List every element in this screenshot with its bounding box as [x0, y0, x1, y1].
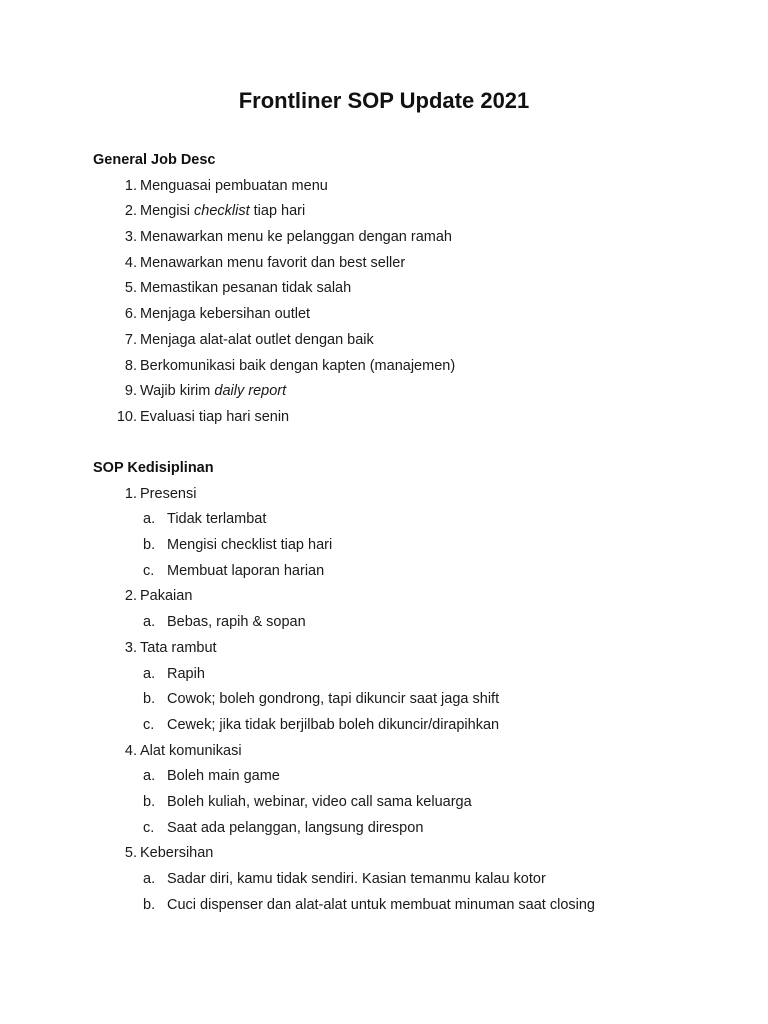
sub-list-item-letter: a.	[143, 511, 156, 528]
sub-list-item	[93, 818, 733, 844]
section-heading: SOP Kedisiplinan	[93, 460, 214, 476]
list-item-number: 2.	[124, 588, 137, 605]
sub-list-item	[93, 509, 733, 535]
text-segment: Evaluasi tiap hari senin	[140, 408, 290, 425]
text-segment: Presensi	[140, 485, 197, 502]
sub-list-item-text: Rapih	[167, 665, 205, 682]
list-item-text	[140, 586, 192, 606]
list-item	[93, 253, 733, 279]
sub-list-item-text: Mengisi checklist tiap hari	[167, 537, 333, 554]
list-item-text	[140, 484, 196, 504]
sub-list-item-letter: b.	[143, 896, 156, 913]
list-item-text	[140, 227, 452, 247]
text-segment: Kebersihan	[140, 845, 214, 862]
list-item	[93, 278, 733, 304]
sub-list-item-letter: a.	[143, 871, 156, 887]
list-item	[93, 843, 733, 869]
list-item	[93, 484, 733, 510]
sub-list-item-letter: a.	[143, 665, 156, 682]
sub-list-item-letter: c.	[143, 562, 155, 579]
list-item	[93, 356, 733, 382]
list-item	[93, 638, 733, 664]
text-segment: Berkomunikasi baik dengan kapten (manajemen)	[140, 357, 456, 374]
list-item-number: 6.	[124, 306, 137, 323]
sub-list-item-text: Bebas, rapih & sopan	[167, 614, 306, 631]
sub-list-item-letter: b.	[143, 537, 156, 554]
list-item-text	[140, 638, 217, 658]
sub-list-item-text: Sadar diri, kamu tidak sendiri. Kasian temanmu kalau kotor	[167, 871, 546, 887]
sub-list-item-letter: b.	[143, 793, 156, 810]
sub-list-item-text: Membuat laporan harian	[167, 562, 325, 579]
section-general-job-desc	[93, 150, 733, 433]
list-item-text	[140, 176, 328, 196]
list-item-text	[140, 278, 351, 298]
sub-list-item-letter: a.	[143, 768, 156, 785]
sub-list-item-text: Saat ada pelanggan, langsung direspon	[167, 819, 424, 836]
text-segment: Pakaian	[140, 588, 193, 605]
sub-list-item-letter: c.	[143, 819, 155, 836]
list-item	[93, 330, 733, 356]
list-item-number: 3.	[124, 639, 137, 656]
sub-list-item	[93, 689, 733, 715]
italic-term: daily report	[214, 383, 287, 400]
list-item-text	[140, 201, 305, 221]
list-item-number: 7.	[124, 331, 137, 348]
list-item-number: 3.	[124, 229, 137, 246]
list-item-number: 2.	[124, 203, 137, 220]
text-segment: Wajib kirim	[140, 383, 215, 400]
numbered-list	[93, 176, 733, 433]
list-item	[93, 741, 733, 767]
sub-list-item	[93, 561, 733, 587]
list-item-number: 4.	[124, 254, 137, 271]
list-item-number: 5.	[124, 845, 137, 862]
sub-list-item-letter: b.	[143, 691, 156, 708]
text-segment: Menawarkan menu favorit dan best seller	[140, 254, 406, 271]
list-item-text	[140, 253, 405, 273]
text-segment: tiap hari	[249, 203, 306, 220]
list-item	[93, 407, 733, 433]
list-item-text	[140, 304, 310, 324]
text-segment: Menjaga alat-alat outlet dengan baik	[140, 331, 374, 348]
list-item	[93, 176, 733, 202]
list-item-text	[140, 843, 213, 863]
list-item	[93, 201, 733, 227]
list-item-number: 1.	[124, 177, 137, 194]
document-title: Frontliner SOP Update 2021	[238, 88, 530, 113]
list-item-text	[140, 330, 374, 350]
sub-list-item-text: Tidak terlambat	[167, 511, 267, 528]
sub-list-item-letter: a.	[143, 614, 156, 631]
sub-list-item-text: Cuci dispenser dan alat-alat untuk membuat minuman saat closing	[167, 896, 595, 913]
sub-list-item-text: Boleh main game	[167, 768, 280, 785]
list-item-text	[140, 741, 242, 761]
list-item-number: 5.	[124, 280, 137, 297]
sub-list-item	[93, 715, 733, 741]
numbered-list	[93, 484, 733, 921]
sub-list-item-text: Cewek; jika tidak berjilbab boleh dikuncir/dirapihkan	[167, 716, 500, 733]
sub-list-item	[93, 895, 733, 921]
sub-list-item	[93, 766, 733, 792]
list-item	[93, 381, 733, 407]
list-item-number: 8.	[124, 357, 137, 374]
italic-term: checklist	[194, 203, 250, 220]
text-segment: Menguasai pembuatan menu	[140, 177, 328, 194]
text-segment: Mengisi	[140, 203, 194, 220]
text-segment: Memastikan pesanan tidak salah	[140, 280, 352, 297]
sub-list-item	[93, 535, 733, 561]
list-item-number: 9.	[124, 383, 137, 400]
list-item-number: 10.	[116, 408, 137, 425]
sub-list-item-letter: c.	[143, 716, 155, 733]
section-heading: General Job Desc	[93, 152, 216, 168]
list-item	[93, 227, 733, 253]
sub-list-item	[93, 869, 733, 895]
list-item-number: 4.	[124, 742, 137, 759]
list-item-text	[140, 381, 286, 401]
list-item-text	[140, 356, 455, 376]
text-segment: Menawarkan menu ke pelanggan dengan ramah	[140, 229, 452, 246]
list-item-text	[140, 407, 289, 427]
sub-list-item-text: Boleh kuliah, webinar, video call sama keluarga	[167, 793, 472, 810]
text-segment: Tata rambut	[140, 639, 217, 656]
sub-list-item-text: Cowok; boleh gondrong, tapi dikuncir saat jaga shift	[167, 691, 500, 708]
sub-list-item	[93, 664, 733, 690]
text-segment: Alat komunikasi	[140, 742, 242, 759]
section-sop-kedisiplinan	[93, 458, 733, 920]
text-segment: Menjaga kebersihan outlet	[140, 306, 311, 323]
list-item	[93, 586, 733, 612]
list-item-number: 1.	[124, 485, 137, 502]
sub-list-item	[93, 612, 733, 638]
list-item	[93, 304, 733, 330]
sub-list-item	[93, 792, 733, 818]
